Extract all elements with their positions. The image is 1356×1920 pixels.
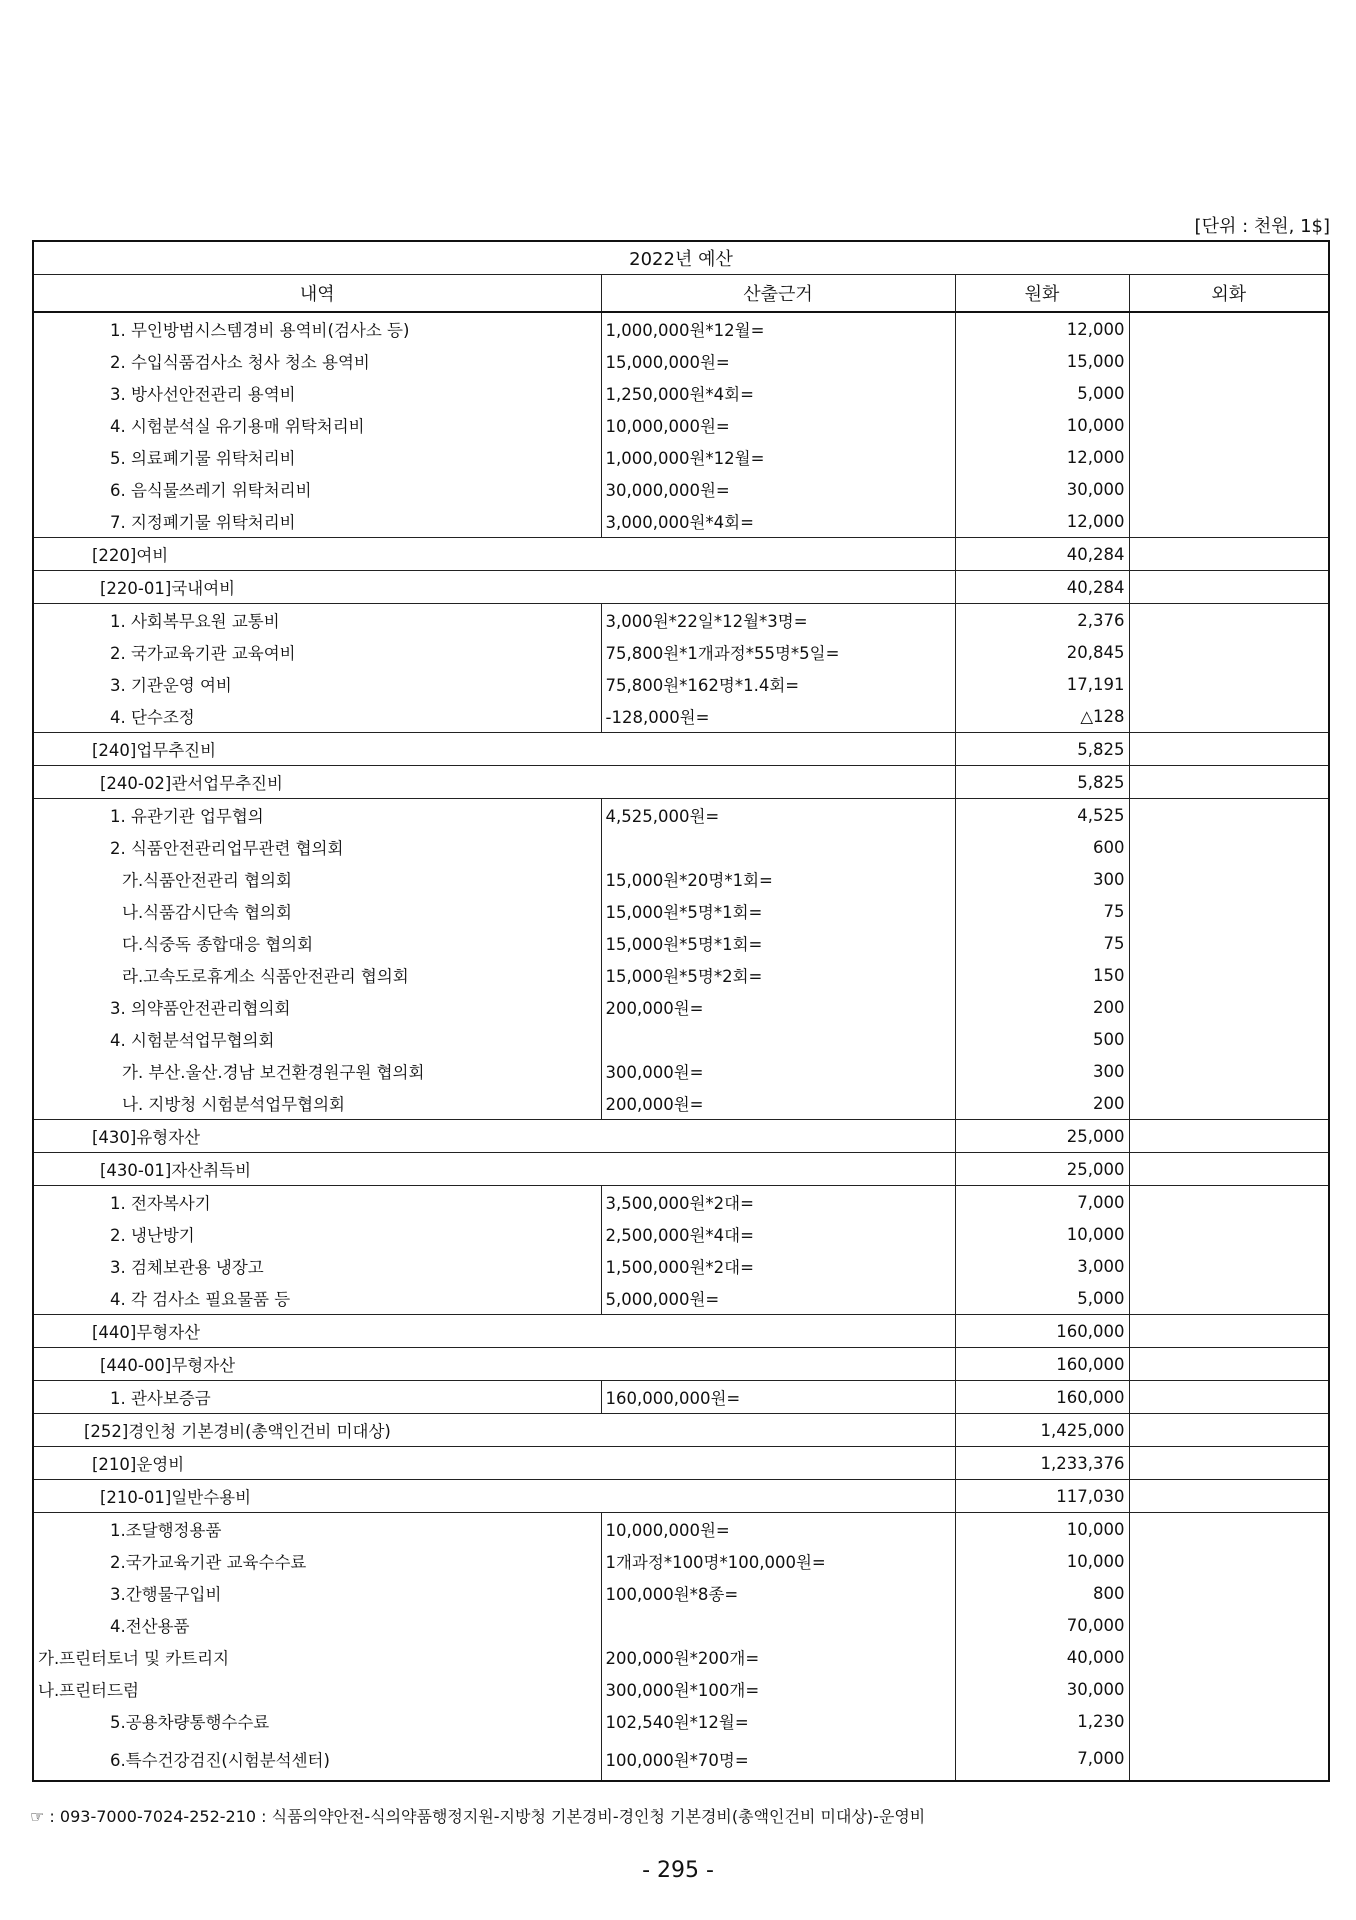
table-row — [33, 1673, 1329, 1705]
row-label: 1. 무인방범시스템경비 용역비(검사소 등) — [33, 312, 601, 345]
table-row — [33, 1609, 1329, 1641]
row-basis: 1개과정*100명*100,000원= — [601, 1545, 955, 1577]
row-basis: 200,000원*200개= — [601, 1641, 955, 1673]
row-amount-foreign — [1129, 1087, 1329, 1120]
row-amount-krw: 20,845 — [955, 636, 1129, 668]
category-row — [33, 1315, 1329, 1348]
row-label: [440]무형자산 — [33, 1315, 955, 1348]
row-amount-foreign — [1129, 538, 1329, 571]
row-amount-krw: 1,425,000 — [955, 1414, 1129, 1447]
row-amount-krw: 600 — [955, 831, 1129, 863]
table-row — [33, 1545, 1329, 1577]
row-label: 라.고속도로휴게소 식품안전관리 협의회 — [33, 959, 601, 991]
row-basis: 100,000원*70명= — [601, 1737, 955, 1781]
row-amount-krw: 25,000 — [955, 1120, 1129, 1153]
table-row — [33, 1381, 1329, 1414]
row-amount-krw: 5,825 — [955, 733, 1129, 766]
row-label: [430-01]자산취득비 — [33, 1153, 955, 1186]
row-amount-krw: 200 — [955, 991, 1129, 1023]
row-basis: 2,500,000원*4대= — [601, 1218, 955, 1250]
row-basis: 100,000원*8종= — [601, 1577, 955, 1609]
row-label: 3. 의약품안전관리협의회 — [33, 991, 601, 1023]
row-amount-foreign — [1129, 1055, 1329, 1087]
table-row — [33, 1513, 1329, 1546]
row-amount-foreign — [1129, 1609, 1329, 1641]
unit-label: [단위 : 천원, 1$] — [1194, 216, 1330, 237]
page-number: - 295 - — [642, 1858, 714, 1883]
row-amount-krw: 7,000 — [955, 1737, 1129, 1781]
row-amount-foreign — [1129, 1737, 1329, 1781]
table-row — [33, 1737, 1329, 1781]
row-amount-krw: 500 — [955, 1023, 1129, 1055]
row-amount-foreign — [1129, 831, 1329, 863]
row-basis: 1,250,000원*4회= — [601, 377, 955, 409]
row-label: 가.프린터토너 및 카트리지 — [33, 1641, 601, 1673]
row-label: 6. 음식물쓰레기 위탁처리비 — [33, 473, 601, 505]
table-row — [33, 831, 1329, 863]
row-amount-foreign — [1129, 1348, 1329, 1381]
row-label: 3. 방사선안전관리 용역비 — [33, 377, 601, 409]
row-amount-krw: 160,000 — [955, 1381, 1129, 1414]
row-amount-krw: 75 — [955, 895, 1129, 927]
table-row — [33, 312, 1329, 345]
row-basis: 75,800원*1개과정*55명*5일= — [601, 636, 955, 668]
row-label: 2. 식품안전관리업무관련 협의회 — [33, 831, 601, 863]
row-basis — [601, 1023, 955, 1055]
row-basis: 4,525,000원= — [601, 799, 955, 832]
row-amount-foreign — [1129, 1218, 1329, 1250]
row-amount-krw: 40,284 — [955, 571, 1129, 604]
row-amount-foreign — [1129, 991, 1329, 1023]
row-amount-foreign — [1129, 571, 1329, 604]
table-row — [33, 1218, 1329, 1250]
row-label: 1.조달행정용품 — [33, 1513, 601, 1546]
row-amount-krw: 15,000 — [955, 345, 1129, 377]
row-amount-foreign — [1129, 733, 1329, 766]
row-basis: 15,000,000원= — [601, 345, 955, 377]
row-amount-foreign — [1129, 441, 1329, 473]
table-row — [33, 409, 1329, 441]
row-amount-krw: 70,000 — [955, 1609, 1129, 1641]
row-amount-foreign — [1129, 927, 1329, 959]
row-label: [240]업무추진비 — [33, 733, 955, 766]
row-basis: 200,000원= — [601, 991, 955, 1023]
row-basis — [601, 831, 955, 863]
row-label: 4. 시험분석업무협의회 — [33, 1023, 601, 1055]
row-basis: 300,000원= — [601, 1055, 955, 1087]
row-label: 나.프린터드럼 — [33, 1673, 601, 1705]
row-amount-foreign — [1129, 668, 1329, 700]
row-amount-foreign — [1129, 799, 1329, 832]
row-amount-foreign — [1129, 1447, 1329, 1480]
row-label: [252]경인청 기본경비(총액인건비 미대상) — [33, 1414, 955, 1447]
row-amount-krw: 10,000 — [955, 409, 1129, 441]
row-amount-foreign — [1129, 700, 1329, 733]
row-label: [220]여비 — [33, 538, 955, 571]
table-row — [33, 473, 1329, 505]
table-row — [33, 377, 1329, 409]
category-row — [33, 1447, 1329, 1480]
table-row — [33, 1577, 1329, 1609]
row-amount-foreign — [1129, 1381, 1329, 1414]
table-row — [33, 700, 1329, 733]
row-amount-foreign — [1129, 604, 1329, 637]
row-basis: 1,500,000원*2대= — [601, 1250, 955, 1282]
row-amount-krw: 117,030 — [955, 1480, 1129, 1513]
budget-code-footnote: ☞ : 093-7000-7024-252-210 : 식품의약안전-식의약품행정지원-지방청 기본경비-경인청 기본경비(총액인건비 미대상)-운영비 — [30, 1807, 926, 1826]
row-amount-foreign — [1129, 1120, 1329, 1153]
row-label: 6.특수건강검진(시험분석센터) — [33, 1737, 601, 1781]
row-amount-foreign — [1129, 505, 1329, 538]
row-basis: 3,500,000원*2대= — [601, 1186, 955, 1219]
row-amount-krw: 1,233,376 — [955, 1447, 1129, 1480]
table-row — [33, 636, 1329, 668]
table-row — [33, 1023, 1329, 1055]
header-foreign: 외화 — [1129, 275, 1329, 313]
table-row — [33, 863, 1329, 895]
row-label: 가. 부산.울산.경남 보건환경원구원 협의회 — [33, 1055, 601, 1087]
row-amount-krw: 17,191 — [955, 668, 1129, 700]
row-label: 2. 냉난방기 — [33, 1218, 601, 1250]
row-basis: 5,000,000원= — [601, 1282, 955, 1315]
row-basis: 75,800원*162명*1.4회= — [601, 668, 955, 700]
row-amount-krw: 800 — [955, 1577, 1129, 1609]
row-amount-krw: 1,230 — [955, 1705, 1129, 1737]
row-basis: 3,000원*22일*12월*3명= — [601, 604, 955, 637]
row-label: [440-00]무형자산 — [33, 1348, 955, 1381]
row-label: 4. 각 검사소 필요물품 등 — [33, 1282, 601, 1315]
row-amount-foreign — [1129, 1282, 1329, 1315]
category-row — [33, 571, 1329, 604]
row-amount-krw: 25,000 — [955, 1153, 1129, 1186]
row-amount-foreign — [1129, 1414, 1329, 1447]
row-amount-foreign — [1129, 1153, 1329, 1186]
row-basis: 15,000원*20명*1회= — [601, 863, 955, 895]
row-amount-krw: 30,000 — [955, 1673, 1129, 1705]
row-amount-krw: 7,000 — [955, 1186, 1129, 1219]
row-amount-foreign — [1129, 312, 1329, 345]
table-row — [33, 895, 1329, 927]
row-amount-foreign — [1129, 1705, 1329, 1737]
row-amount-foreign — [1129, 1023, 1329, 1055]
row-label: 4. 시험분석실 유기용매 위탁처리비 — [33, 409, 601, 441]
row-basis: -128,000원= — [601, 700, 955, 733]
row-label: [430]유형자산 — [33, 1120, 955, 1153]
row-basis: 102,540원*12월= — [601, 1705, 955, 1737]
category-row — [33, 1153, 1329, 1186]
row-amount-krw: 5,825 — [955, 766, 1129, 799]
row-amount-foreign — [1129, 1545, 1329, 1577]
row-label: 1. 사회복무요원 교통비 — [33, 604, 601, 637]
table-row — [33, 1250, 1329, 1282]
row-amount-krw: 5,000 — [955, 1282, 1129, 1315]
table-row — [33, 1705, 1329, 1737]
row-label: 2. 수입식품검사소 청사 청소 용역비 — [33, 345, 601, 377]
row-amount-krw: 10,000 — [955, 1545, 1129, 1577]
row-amount-foreign — [1129, 766, 1329, 799]
row-amount-krw: 10,000 — [955, 1218, 1129, 1250]
table-row — [33, 345, 1329, 377]
row-amount-foreign — [1129, 1673, 1329, 1705]
table-row — [33, 799, 1329, 832]
row-amount-krw: 10,000 — [955, 1513, 1129, 1546]
table-row — [33, 668, 1329, 700]
row-label: 4.전산용품 — [33, 1609, 601, 1641]
category-row — [33, 1480, 1329, 1513]
row-amount-krw: 30,000 — [955, 473, 1129, 505]
row-amount-foreign — [1129, 1186, 1329, 1219]
category-row — [33, 1348, 1329, 1381]
row-basis: 10,000,000원= — [601, 409, 955, 441]
row-amount-foreign — [1129, 1315, 1329, 1348]
row-basis — [601, 1609, 955, 1641]
row-amount-krw: 5,000 — [955, 377, 1129, 409]
row-amount-foreign — [1129, 1577, 1329, 1609]
table-row — [33, 927, 1329, 959]
row-amount-krw: 3,000 — [955, 1250, 1129, 1282]
row-amount-foreign — [1129, 1480, 1329, 1513]
table-row — [33, 991, 1329, 1023]
row-label: 가.식품안전관리 협의회 — [33, 863, 601, 895]
row-label: 5.공용차량통행수수료 — [33, 1705, 601, 1737]
table-row — [33, 1055, 1329, 1087]
table-row — [33, 1282, 1329, 1315]
row-amount-krw: 160,000 — [955, 1348, 1129, 1381]
row-label: 4. 단수조정 — [33, 700, 601, 733]
table-row — [33, 1087, 1329, 1120]
table-row — [33, 959, 1329, 991]
row-amount-krw: 12,000 — [955, 505, 1129, 538]
row-label: 2. 국가교육기관 교육여비 — [33, 636, 601, 668]
row-label: [210]운영비 — [33, 1447, 955, 1480]
row-basis: 200,000원= — [601, 1087, 955, 1120]
table-row — [33, 1641, 1329, 1673]
table-row — [33, 441, 1329, 473]
row-amount-foreign — [1129, 1250, 1329, 1282]
row-label: 1. 유관기관 업무협의 — [33, 799, 601, 832]
row-label: 1. 전자복사기 — [33, 1186, 601, 1219]
row-amount-foreign — [1129, 473, 1329, 505]
table-row — [33, 505, 1329, 538]
table-row — [33, 604, 1329, 637]
row-basis: 1,000,000원*12월= — [601, 312, 955, 345]
row-basis: 3,000,000원*4회= — [601, 505, 955, 538]
table-title: 2022년 예산 — [33, 241, 1329, 275]
row-label: 3. 검체보관용 냉장고 — [33, 1250, 601, 1282]
row-basis: 15,000원*5명*2회= — [601, 959, 955, 991]
row-basis: 1,000,000원*12월= — [601, 441, 955, 473]
budget-table — [32, 240, 1330, 1782]
row-basis: 15,000원*5명*1회= — [601, 895, 955, 927]
row-amount-krw: 40,284 — [955, 538, 1129, 571]
row-amount-krw: 12,000 — [955, 312, 1129, 345]
row-label: 3.간행물구입비 — [33, 1577, 601, 1609]
row-label: 다.식중독 종합대응 협의회 — [33, 927, 601, 959]
row-amount-krw: 150 — [955, 959, 1129, 991]
header-krw: 원화 — [955, 275, 1129, 313]
row-amount-krw: 12,000 — [955, 441, 1129, 473]
row-label: [240-02]관서업무추진비 — [33, 766, 955, 799]
row-amount-krw: 200 — [955, 1087, 1129, 1120]
row-amount-krw: 4,525 — [955, 799, 1129, 832]
row-amount-foreign — [1129, 345, 1329, 377]
row-basis: 10,000,000원= — [601, 1513, 955, 1546]
row-label: 2.국가교육기관 교육수수료 — [33, 1545, 601, 1577]
table-row — [33, 1186, 1329, 1219]
row-label: 나.식품감시단속 협의회 — [33, 895, 601, 927]
row-amount-krw: 300 — [955, 1055, 1129, 1087]
row-amount-krw: 160,000 — [955, 1315, 1129, 1348]
row-amount-krw: 40,000 — [955, 1641, 1129, 1673]
row-label: 1. 관사보증금 — [33, 1381, 601, 1414]
row-amount-foreign — [1129, 1513, 1329, 1546]
row-amount-foreign — [1129, 377, 1329, 409]
header-description: 내역 — [33, 275, 601, 313]
row-amount-foreign — [1129, 409, 1329, 441]
row-label: 나. 지방청 시험분석업무협의회 — [33, 1087, 601, 1120]
row-amount-foreign — [1129, 1641, 1329, 1673]
row-label: 7. 지정폐기물 위탁처리비 — [33, 505, 601, 538]
category-row — [33, 766, 1329, 799]
row-amount-krw: 300 — [955, 863, 1129, 895]
row-amount-foreign — [1129, 895, 1329, 927]
category-row — [33, 1120, 1329, 1153]
header-basis: 산출근거 — [601, 275, 955, 313]
row-label: [220-01]국내여비 — [33, 571, 955, 604]
row-basis: 160,000,000원= — [601, 1381, 955, 1414]
row-basis: 300,000원*100개= — [601, 1673, 955, 1705]
category-row — [33, 538, 1329, 571]
row-label: [210-01]일반수용비 — [33, 1480, 955, 1513]
row-amount-krw: 2,376 — [955, 604, 1129, 637]
row-amount-krw: 75 — [955, 927, 1129, 959]
category-row — [33, 1414, 1329, 1447]
row-label: 3. 기관운영 여비 — [33, 668, 601, 700]
row-basis: 30,000,000원= — [601, 473, 955, 505]
budget-body — [33, 312, 1329, 1781]
row-amount-foreign — [1129, 636, 1329, 668]
row-amount-foreign — [1129, 959, 1329, 991]
category-row — [33, 733, 1329, 766]
row-basis: 15,000원*5명*1회= — [601, 927, 955, 959]
row-amount-foreign — [1129, 863, 1329, 895]
row-label: 5. 의료폐기물 위탁처리비 — [33, 441, 601, 473]
row-amount-krw: △128 — [955, 700, 1129, 733]
